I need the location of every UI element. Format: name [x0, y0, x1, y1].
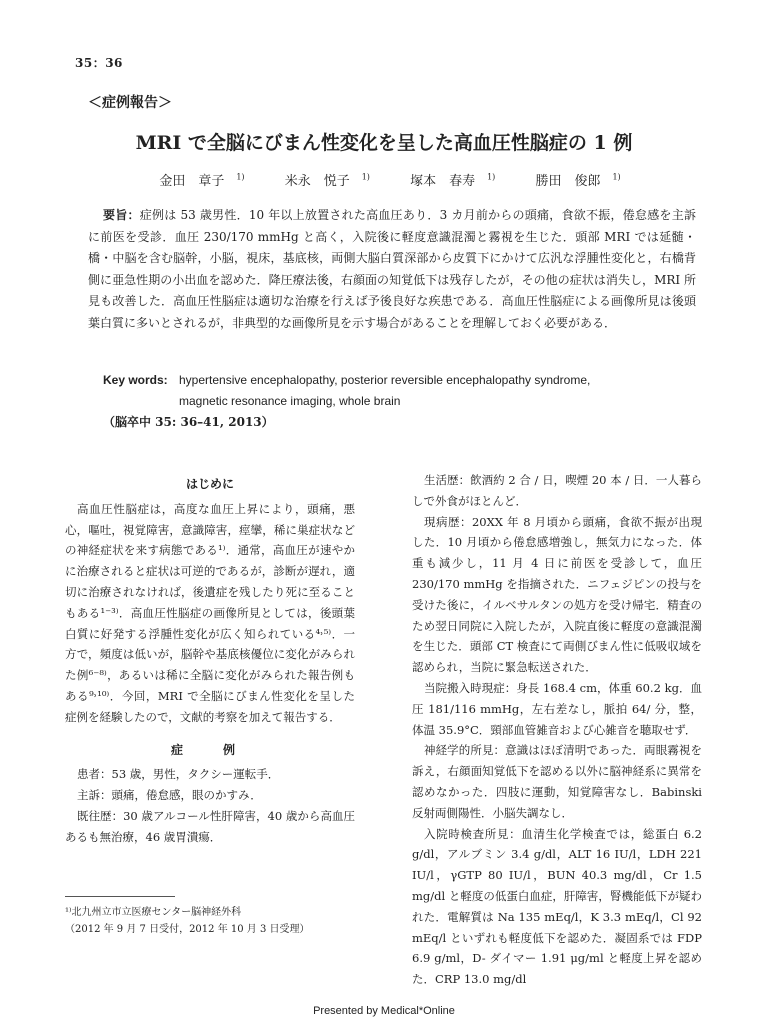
- right-column: [412, 470, 702, 990]
- author: 金田 章子 $^{1)}$: [159, 172, 245, 189]
- patient-info: 患者：53 歳，男性，タクシー運転手．: [77, 767, 280, 782]
- footer-credit: Presented by Medical*Online: [313, 1005, 455, 1017]
- intro-paragraph: 高血圧性脳症は，高度な血圧上昇により，頭痛，悪心，嘔吐，視覚障害，意識障害，痙攣，稀に巣症状などの神経症状を来す病態である¹⁾．通常，高血圧が速やかに治療されると症状は可逆的であるが，診断が遅れ，適切に治療されなければ，後遺症を残したり死に至ることもある¹⁻³⁾．高血圧性脳症の画像所見としては，後頭葉白質に好発する浮腫性変化が広く知られている⁴˒⁵⁾．一方で，頻度は低いが，脳幹や基底核優位に変化がみられた例⁶⁻⁸⁾，あるいは稀に全脳に変化がみられた報告例もある⁹˒¹⁰⁾．今回，MRI で全脳にびまん性変化を呈した症例を経験したので，文献的考察を加えて報告する．: [65, 501, 355, 724]
- abstract: [88, 205, 696, 334]
- abstract-label: 要旨：: [103, 208, 140, 222]
- keywords-label: Key words:: [103, 373, 168, 387]
- keywords: [103, 370, 703, 412]
- lab-findings: 入院時検査所見：血清生化学検査では，総蛋白 6.2 g/dl，アルブミン 3.4 g/dl，ALT 16 IU/l，LDH 221 IU/l，γGTP 80 IU/l，BUN 40.3 mg/dl，Cr 1.5 mg/dl と軽度の低蛋白血症，肝障害，腎機能低下が疑われた．電解質は Na 135 mEq/l，K 3.3 mEq/l，Cl 92 mEq/l といずれも軽度低下を認めた．凝固系では FDP 6.9 g/ml，D- ダイマー 1.91 μg/ml と軽度上昇を認めた．CRP 13.0 mg/dl: [412, 826, 702, 987]
- page-number: 35：36: [75, 56, 123, 70]
- case-heading: 症 例: [170, 742, 249, 757]
- admission-findings: 当院搬入時現症：身長 168.4 cm，体重 60.2 kg．血圧 181/116 mmHg，左右差なし，脈拍 64/ 分，整，体温 35.9°C．頸部血管雑音および心雑音を聴取せず．: [412, 680, 702, 737]
- neurological-findings: 神経学的所見：意識はほぼ清明であった．両眼霧視を訴え，右顔面知覚低下を認める以外に脳神経系に異常を認めなかった．四肢に運動，知覚障害なし．Babinski 反射両側陽性．小脳失調なし．: [412, 743, 702, 820]
- footnote-affiliation: ¹⁾北九州立市立医療センター脳神経外科: [65, 907, 242, 918]
- citation: （脳卒中 35: 36–41, 2013）: [103, 415, 274, 429]
- past-history: 既往歴：30 歳アルコール性肝障害，40 歳から高血圧あるも無治療，46 歳胃潰瘍．: [65, 808, 355, 844]
- present-illness: 現病歴：20XX 年 8 月頃から頭痛，食欲不振が出現した．10 月頃から倦怠感増強し，無気力になった．体重も減少し，11 月 4 日に前医を受診して，血圧 230/170 mmHg を指摘された．ニフェジピンの投与を受けた後に，イルベサルタンの処方を受け帰宅．精査のため翌日同院に入院したが，入院直後に軽度の意識混濁を生じた．頭部 CT 検査にて両側びまん性に低吸収域を認められ，当院に緊急転送された．: [412, 514, 702, 675]
- abstract-text: 症例は 53 歳男性．10 年以上放置された高血圧あり．3 カ月前からの頭痛，食欲不振，倦怠感を主訴に前医を受診．血圧 230/170 mmHg と高く，入院後に軽度意識混濁と霧視を生じた．頭部 MRI では延髄・橋・中脳を含む脳幹，小脳，視床，基底核，両側大脳白質深部から皮質下にかけて広汎な浮腫性変化と，右橋背側に亜急性期の小出血を認めた．降圧療法後，右顔面の知覚低下は残存したが，その他の症状は消失し，MRI 所見も改善した．高血圧性脳症は適切な治療を行えば予後良好な疾患である．高血圧性脳症による画像所見は後頭葉白質に多いとされるが，非典型的な画像所見を示す場合があることを理解しておく必要がある．: [88, 208, 696, 330]
- author: 塚本 春寿 $^{1)}$: [410, 172, 496, 189]
- section-label: ＜症例報告＞: [88, 95, 172, 111]
- keywords-line-1: hypertensive encephalopathy, posterior reversible encephalopathy syndrome,: [179, 373, 591, 387]
- lifestyle-history: 生活歴：飲酒約 2 合 / 日，喫煙 20 本 / 日．一人暮らしで外食がほとんど．: [412, 473, 702, 508]
- left-column: [65, 470, 355, 848]
- footnote: [65, 904, 365, 938]
- footnote-rule: [65, 896, 175, 897]
- footnote-dates: （2012 年 9 月 7 日受付，2012 年 10 月 3 日受理）: [65, 924, 310, 935]
- author-list: [0, 170, 768, 189]
- author: 勝田 俊郎 $^{1)}$: [535, 172, 621, 189]
- intro-heading: はじめに: [185, 477, 234, 491]
- chief-complaint: 主訴：頭痛，倦怠感，眼のかすみ．: [77, 788, 262, 803]
- keywords-line-2: magnetic resonance imaging, whole brain: [179, 394, 401, 408]
- article-title: MRI で全脳にびまん性変化を呈した高血圧性脳症の 1 例: [135, 132, 633, 154]
- author: 米永 悦子 $^{1)}$: [284, 172, 370, 189]
